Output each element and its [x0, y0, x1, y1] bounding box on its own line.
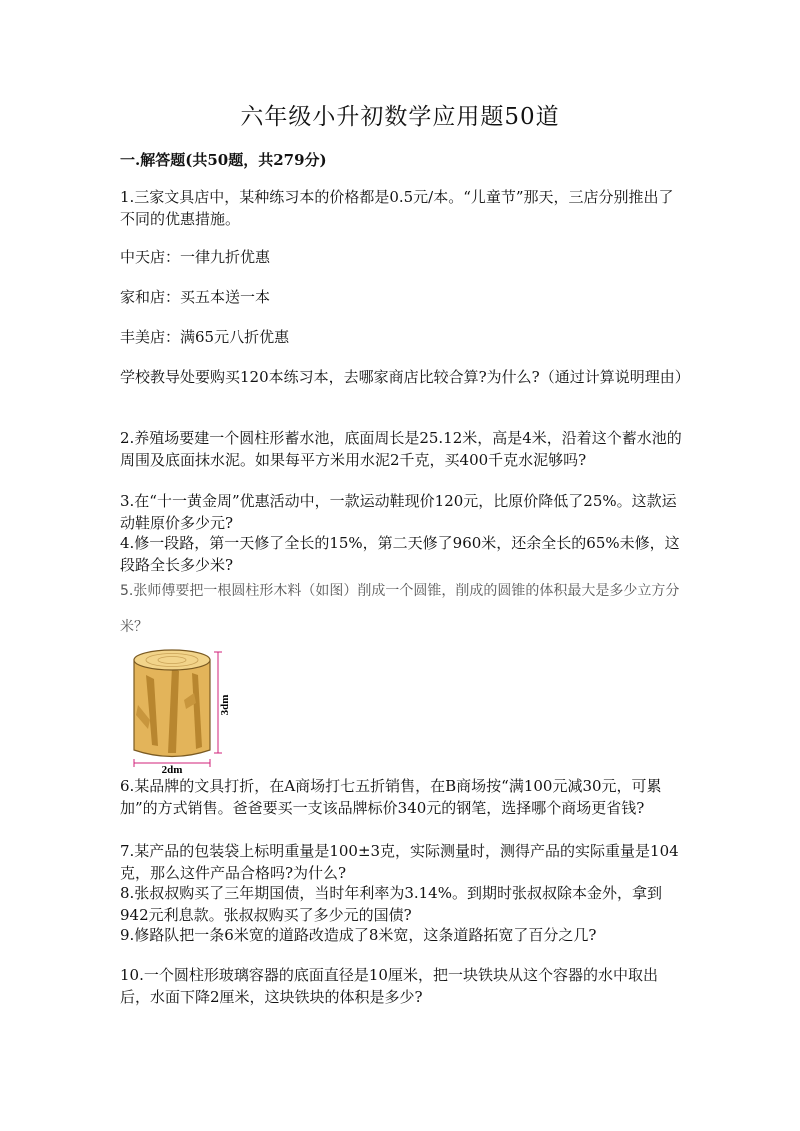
question-1-question: 学校教导处要购买120本练习本，去哪家商店比较合算?为什么?（通过计算说明理由） — [120, 368, 690, 386]
width-label: 2dm — [161, 764, 183, 773]
question-3: 3.在“十一黄金周”优惠活动中，一款运动鞋现价120元，比原价降低了25%。这款运动鞋原价多少元? — [120, 492, 677, 532]
question-6: 6.某品牌的文具打折，在A商场打七五折销售，在B商场按“满100元减30元，可累加”的方式销售。爸爸要买一支该品牌标价340元的钢笔，选择哪个商场更省钱? — [120, 777, 662, 817]
height-label: 3dm — [219, 694, 231, 716]
cylinder-wood-figure — [124, 645, 244, 773]
section-heading: 一.解答题(共50题，共279分) — [120, 151, 327, 169]
question-4: 4.修一段路，第一天修了全长的15%，第二天修了960米，还余全长的65%未修，这段路全长多少米? — [120, 534, 680, 574]
question-1-store-3: 丰美店：满65元八折优惠 — [120, 328, 290, 346]
question-2: 2.养殖场要建一个圆柱形蓄水池，底面周长是25.12米，高是4米，沿着这个蓄水池的周围及底面抹水泥。如果每平方米用水泥2千克，买400千克水泥够吗? — [120, 429, 682, 469]
question-7: 7.某产品的包装袋上标明重量是100±3克，实际测量时，测得产品的实际重量是104克，那么这件产品合格吗?为什么? — [120, 842, 679, 882]
question-5: 5.张师傅要把一根圆柱形木料（如图）削成一个圆锥，削成的圆锥的体积最大是多少立方分米？ — [120, 583, 680, 635]
question-9: 9.修路队把一条6米宽的道路改造成了8米宽，这条道路拓宽了百分之几? — [120, 926, 597, 944]
page-title: 六年级小升初数学应用题50道 — [240, 104, 560, 130]
question-10: 10.一个圆柱形玻璃容器的底面直径是10厘米，把一块铁块从这个容器的水中取出后，水面下降2厘米，这块铁块的体积是多少? — [120, 966, 658, 1006]
question-8: 8.张叔叔购买了三年期国债，当时年利率为3.14%。到期时张叔叔除本金外，拿到942元利息款。张叔叔购买了多少元的国债? — [120, 884, 662, 924]
question-1-text: 1.三家文具店中，某种练习本的价格都是0.5元/本。“儿童节”那天，三店分别推出了不同的优惠措施。 — [120, 188, 674, 228]
question-1-store-2: 家和店：买五本送一本 — [120, 288, 271, 306]
question-1-store-1: 中天店：一律九折优惠 — [120, 248, 271, 266]
